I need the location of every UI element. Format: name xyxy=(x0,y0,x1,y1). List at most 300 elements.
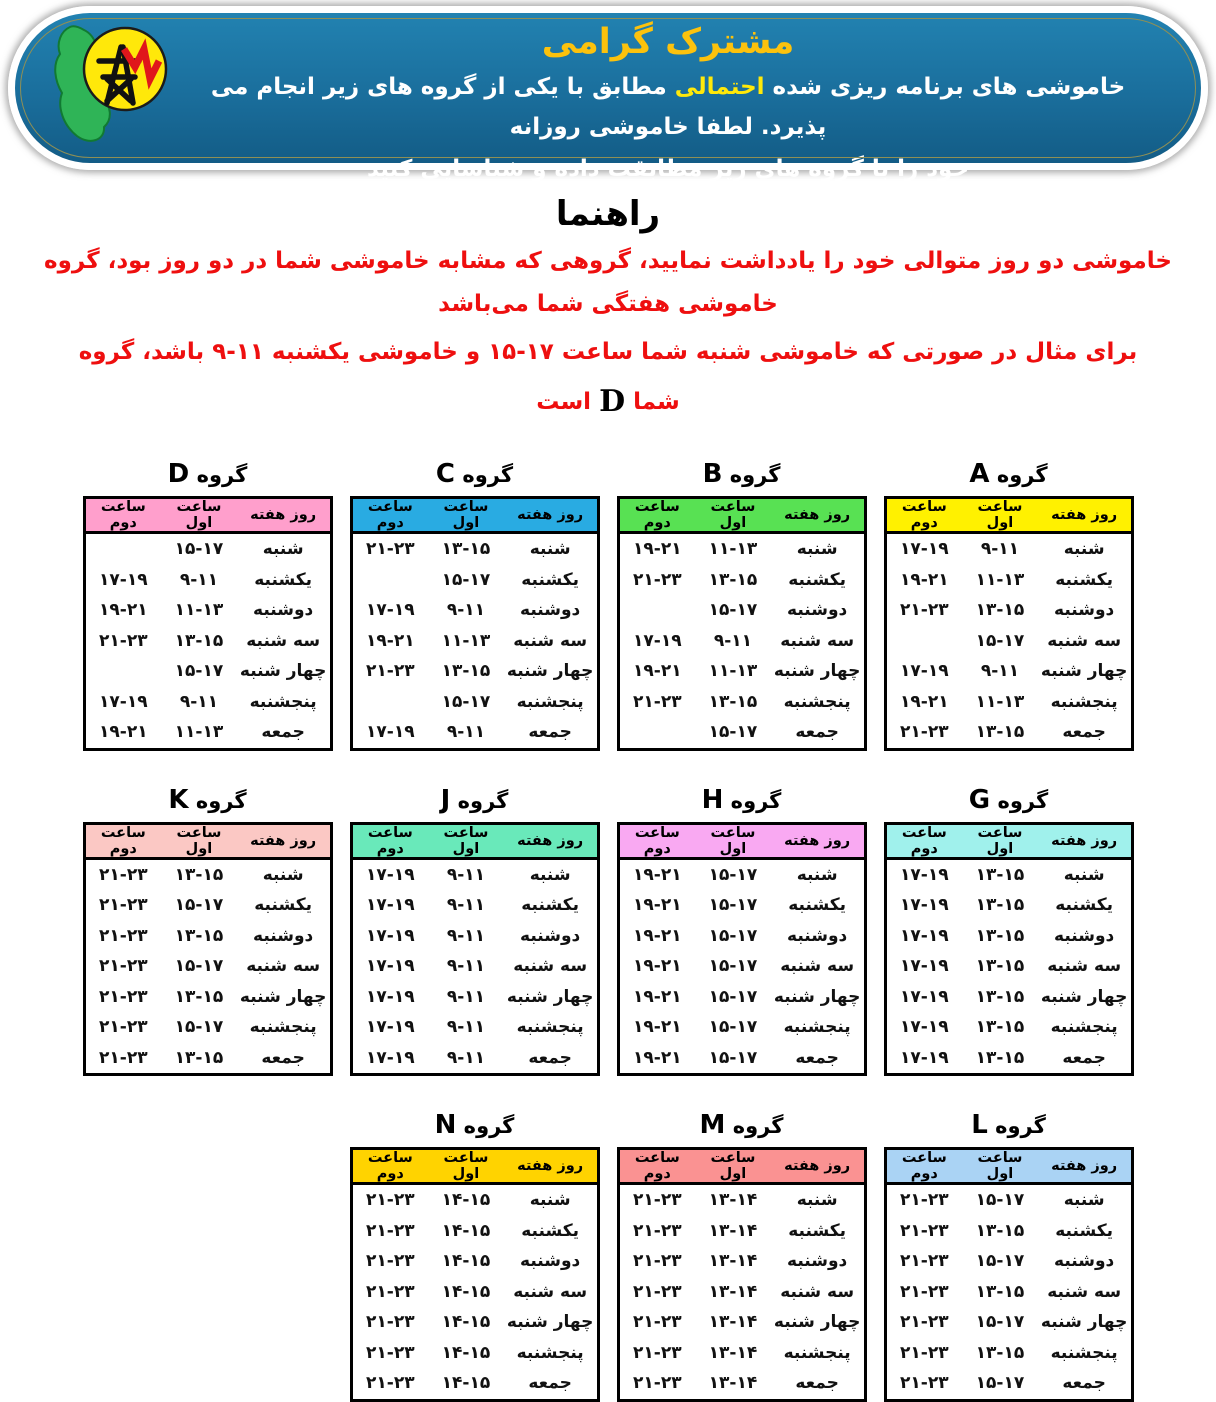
header-row xyxy=(618,1149,865,1184)
column-header: ساعت دوم xyxy=(618,1149,695,1184)
second-hour-cell: ۱۷-۱۹ xyxy=(366,956,415,977)
group-N xyxy=(350,1110,600,1402)
second-hour-cell: ۲۱-۲۳ xyxy=(366,1281,415,1302)
second-hour-cell: ۲۱-۲۳ xyxy=(99,956,148,977)
table-row xyxy=(351,1184,598,1216)
table-row xyxy=(618,1184,865,1216)
day-cell: سه شنبه xyxy=(1047,630,1122,651)
column-header: روز هفته xyxy=(1038,498,1132,533)
first-hour-cell: ۱۵-۱۷ xyxy=(441,691,491,712)
second-hour-cell: ۱۷-۱۹ xyxy=(366,986,415,1007)
table-row xyxy=(885,1184,1132,1216)
day-cell: شنبه xyxy=(1063,539,1105,560)
second-hour-cell: ۲۱-۲۳ xyxy=(633,1251,682,1272)
first-hour-cell: ۹-۱۱ xyxy=(446,722,486,743)
header-row xyxy=(84,498,331,533)
table-row xyxy=(885,1307,1132,1338)
schedule-table xyxy=(350,822,600,1077)
group-letter: H xyxy=(701,784,724,815)
day-cell: جمعه xyxy=(795,1047,839,1068)
second-hour-cell: ۱۹-۲۱ xyxy=(366,630,415,651)
table-row xyxy=(618,1246,865,1277)
group-word: گروه xyxy=(729,463,781,488)
header-row xyxy=(84,823,331,858)
second-hour-cell: ۲۱-۲۳ xyxy=(633,1220,682,1241)
first-hour-cell: ۱۳-۱۵ xyxy=(174,986,224,1007)
second-hour-cell: ۱۹-۲۱ xyxy=(633,539,682,560)
column-header: روز هفته xyxy=(504,498,598,533)
first-hour-cell: ۱۳-۱۴ xyxy=(708,1220,758,1241)
second-hour-cell: ۲۱-۲۳ xyxy=(366,661,415,682)
table-row xyxy=(84,626,331,657)
column-header: ساعت اول xyxy=(428,823,504,858)
day-cell: دوشنبه xyxy=(1054,925,1115,946)
table-row xyxy=(885,1216,1132,1247)
power-company-logo xyxy=(37,21,179,155)
day-cell: دوشنبه xyxy=(253,925,314,946)
first-hour-cell: ۱۴-۱۵ xyxy=(441,1220,491,1241)
table-row xyxy=(351,565,598,596)
day-cell: شنبه xyxy=(529,539,571,560)
group-word: گروه xyxy=(732,1114,784,1139)
day-cell: شنبه xyxy=(796,1190,838,1211)
first-hour-cell: ۱۵-۱۷ xyxy=(708,925,758,946)
group-word: گروه xyxy=(996,463,1048,488)
first-hour-cell: ۱۳-۱۵ xyxy=(975,600,1025,621)
first-hour-cell: ۱۵-۱۷ xyxy=(975,630,1025,651)
first-hour-cell: ۱۵-۱۷ xyxy=(708,1017,758,1038)
column-header: ساعت اول xyxy=(428,1149,504,1184)
day-cell: چهار شنبه xyxy=(773,986,861,1007)
second-hour-cell: ۱۷-۱۹ xyxy=(366,1017,415,1038)
day-cell: پنجشنبه xyxy=(783,1017,851,1038)
day-cell: جمعه xyxy=(528,1047,572,1068)
second-hour-cell: ۱۷-۱۹ xyxy=(900,925,949,946)
second-hour-cell: ۱۹-۲۱ xyxy=(900,691,949,712)
group-letter: N xyxy=(434,1110,457,1141)
day-cell: پنجشنبه xyxy=(249,1017,317,1038)
second-hour-cell xyxy=(618,717,695,749)
second-hour-cell: ۲۱-۲۳ xyxy=(900,1312,949,1333)
first-hour-cell: ۱۳-۱۵ xyxy=(975,1342,1025,1363)
day-cell: دوشنبه xyxy=(520,925,581,946)
first-hour-cell: ۱۱-۱۳ xyxy=(174,600,224,621)
first-hour-cell: ۱۳-۱۴ xyxy=(708,1251,758,1272)
table-row xyxy=(84,921,331,952)
group-title xyxy=(884,1110,1134,1140)
schedule-table xyxy=(884,496,1134,751)
table-row xyxy=(351,858,598,890)
day-cell: دوشنبه xyxy=(1054,600,1115,621)
table-row xyxy=(84,717,331,749)
first-hour-cell: ۹-۱۱ xyxy=(179,691,219,712)
second-hour-cell: ۱۷-۱۹ xyxy=(366,895,415,916)
day-cell: یکشنبه xyxy=(788,1220,847,1241)
table-row xyxy=(885,890,1132,921)
first-hour-cell: ۹-۱۱ xyxy=(713,630,753,651)
second-hour-cell: ۱۷-۱۹ xyxy=(99,691,148,712)
day-cell: چهار شنبه xyxy=(1040,1312,1128,1333)
first-hour-cell: ۱۴-۱۵ xyxy=(441,1251,491,1272)
column-header: روز هفته xyxy=(771,823,865,858)
second-hour-cell xyxy=(84,656,161,687)
day-cell: یکشنبه xyxy=(1055,895,1114,916)
first-hour-cell: ۹-۱۱ xyxy=(179,569,219,590)
table-row xyxy=(885,921,1132,952)
banner-line1-highlight: احتمالی xyxy=(674,73,765,100)
table-row xyxy=(885,687,1132,718)
group-J xyxy=(350,785,600,1077)
first-hour-cell: ۱۱-۱۳ xyxy=(174,722,224,743)
column-header: روز هفته xyxy=(504,823,598,858)
guide-line-2 xyxy=(30,331,1186,429)
column-header: ساعت دوم xyxy=(618,498,695,533)
column-header: ساعت دوم xyxy=(885,1149,962,1184)
day-cell: سه شنبه xyxy=(1047,1281,1122,1302)
day-cell: یکشنبه xyxy=(1055,1220,1114,1241)
group-L xyxy=(884,1110,1134,1402)
group-letter: C xyxy=(435,459,456,490)
group-K xyxy=(83,785,333,1077)
second-hour-cell: ۲۱-۲۳ xyxy=(900,1342,949,1363)
table-row xyxy=(618,687,865,718)
table-row xyxy=(618,595,865,626)
first-hour-cell: ۱۱-۱۳ xyxy=(441,630,491,651)
banner-title: مشترک گرامی xyxy=(541,22,795,62)
column-header: ساعت اول xyxy=(161,823,237,858)
second-hour-cell: ۲۱-۲۳ xyxy=(366,539,415,560)
guide-heading: راهنما xyxy=(555,194,661,234)
day-cell: سه شنبه xyxy=(513,630,588,651)
second-hour-cell: ۱۷-۱۹ xyxy=(366,864,415,885)
first-hour-cell: ۹-۱۱ xyxy=(980,661,1020,682)
table-row xyxy=(351,1368,598,1400)
group-title xyxy=(884,459,1134,489)
column-header: روز هفته xyxy=(237,823,331,858)
group-M xyxy=(617,1110,867,1402)
first-hour-cell: ۱۱-۱۳ xyxy=(975,691,1025,712)
first-hour-cell: ۹-۱۱ xyxy=(446,956,486,977)
column-header: ساعت دوم xyxy=(351,1149,428,1184)
second-hour-cell: ۲۱-۲۳ xyxy=(366,1251,415,1272)
group-title xyxy=(83,459,333,489)
group-title xyxy=(617,785,867,815)
first-hour-cell: ۱۴-۱۵ xyxy=(441,1190,491,1211)
table-row xyxy=(351,717,598,749)
first-hour-cell: ۱۳-۱۴ xyxy=(708,1312,758,1333)
group-H xyxy=(617,785,867,1077)
day-cell: سه شنبه xyxy=(513,1281,588,1302)
column-header: روز هفته xyxy=(1038,823,1132,858)
column-header: ساعت اول xyxy=(428,498,504,533)
first-hour-cell: ۱۳-۱۴ xyxy=(708,1281,758,1302)
table-row xyxy=(351,595,598,626)
first-hour-cell: ۱۵-۱۷ xyxy=(708,956,758,977)
second-hour-cell: ۱۷-۱۹ xyxy=(99,569,148,590)
table-row xyxy=(84,687,331,718)
table-row xyxy=(885,717,1132,749)
column-header: روز هفته xyxy=(771,498,865,533)
first-hour-cell: ۱۳-۱۵ xyxy=(174,630,224,651)
day-cell: سه شنبه xyxy=(246,630,321,651)
table-row xyxy=(351,626,598,657)
table-row xyxy=(885,656,1132,687)
table-row xyxy=(351,656,598,687)
second-hour-cell: ۲۱-۲۳ xyxy=(633,691,682,712)
second-hour-cell: ۱۹-۲۱ xyxy=(900,569,949,590)
groups-grid xyxy=(0,459,1216,1402)
second-hour-cell: ۱۷-۱۹ xyxy=(900,539,949,560)
second-hour-cell: ۲۱-۲۳ xyxy=(900,722,949,743)
second-hour-cell: ۲۱-۲۳ xyxy=(99,864,148,885)
table-row xyxy=(351,687,598,718)
table-row xyxy=(351,1277,598,1308)
day-cell: پنجشنبه xyxy=(516,1342,584,1363)
table-row xyxy=(618,890,865,921)
table-row xyxy=(618,1307,865,1338)
day-cell: شنبه xyxy=(796,539,838,560)
day-cell: پنجشنبه xyxy=(1050,691,1118,712)
group-letter: A xyxy=(969,459,990,490)
first-hour-cell: ۹-۱۱ xyxy=(446,895,486,916)
header-row xyxy=(885,1149,1132,1184)
group-word: گروه xyxy=(463,1114,515,1139)
day-cell: شنبه xyxy=(1063,864,1105,885)
table-row xyxy=(885,1043,1132,1075)
group-letter: L xyxy=(971,1110,988,1141)
schedule-table xyxy=(350,1147,600,1402)
day-cell: دوشنبه xyxy=(520,600,581,621)
group-letter: M xyxy=(699,1110,726,1141)
column-header: ساعت دوم xyxy=(351,498,428,533)
first-hour-cell: ۱۵-۱۷ xyxy=(975,1251,1025,1272)
schedule-table xyxy=(617,496,867,751)
second-hour-cell: ۱۷-۱۹ xyxy=(900,864,949,885)
first-hour-cell: ۱۳-۱۵ xyxy=(975,1281,1025,1302)
table-row xyxy=(84,565,331,596)
table-row xyxy=(885,565,1132,596)
first-hour-cell: ۱۵-۱۷ xyxy=(975,1190,1025,1211)
column-header: ساعت اول xyxy=(695,498,771,533)
table-row xyxy=(618,921,865,952)
group-word: گروه xyxy=(462,463,514,488)
header-row xyxy=(351,498,598,533)
day-cell: جمعه xyxy=(1062,1047,1106,1068)
table-row xyxy=(885,1368,1132,1400)
table-row xyxy=(351,1246,598,1277)
first-hour-cell: ۱۵-۱۷ xyxy=(174,956,224,977)
first-hour-cell: ۱۵-۱۷ xyxy=(174,539,224,560)
first-hour-cell: ۱۳-۱۵ xyxy=(441,539,491,560)
table-row xyxy=(885,533,1132,565)
group-letter: G xyxy=(968,784,991,815)
table-row xyxy=(351,1012,598,1043)
second-hour-cell: ۲۱-۲۳ xyxy=(366,1312,415,1333)
first-hour-cell: ۱۵-۱۷ xyxy=(174,895,224,916)
column-header: روز هفته xyxy=(237,498,331,533)
second-hour-cell: ۲۱-۲۳ xyxy=(366,1220,415,1241)
second-hour-cell: ۲۱-۲۳ xyxy=(633,1342,682,1363)
group-word: گروه xyxy=(730,788,782,813)
header-row xyxy=(885,823,1132,858)
second-hour-cell: ۲۱-۲۳ xyxy=(633,1312,682,1333)
day-cell: دوشنبه xyxy=(787,1251,848,1272)
group-B xyxy=(617,459,867,751)
first-hour-cell: ۹-۱۱ xyxy=(446,1017,486,1038)
day-cell: پنجشنبه xyxy=(249,691,317,712)
second-hour-cell: ۱۷-۱۹ xyxy=(366,1047,415,1068)
table-row xyxy=(885,1012,1132,1043)
first-hour-cell: ۱۵-۱۷ xyxy=(708,1047,758,1068)
day-cell: یکشنبه xyxy=(788,569,847,590)
header-row xyxy=(618,823,865,858)
day-cell: پنجشنبه xyxy=(1050,1342,1118,1363)
day-cell: یکشنبه xyxy=(521,895,580,916)
banner-line-1 xyxy=(175,67,1161,148)
day-cell: پنجشنبه xyxy=(783,1342,851,1363)
guide-line-1: خاموشی دو روز متوالی خود را یادداشت نمایید، گروهی که مشابه خاموشی شما در دو روز بود، گروه خاموشی هفتگی شما می‌باشد xyxy=(44,248,1172,317)
day-cell: جمعه xyxy=(1062,722,1106,743)
first-hour-cell: ۱۳-۱۵ xyxy=(975,925,1025,946)
table-row xyxy=(84,1043,331,1075)
day-cell: سه شنبه xyxy=(246,956,321,977)
header-row xyxy=(351,823,598,858)
second-hour-cell: ۲۱-۲۳ xyxy=(633,1373,682,1394)
group-C xyxy=(350,459,600,751)
first-hour-cell: ۱۱-۱۳ xyxy=(975,569,1025,590)
second-hour-cell: ۲۱-۲۳ xyxy=(99,1047,148,1068)
group-word: گروه xyxy=(457,788,509,813)
header-row xyxy=(885,498,1132,533)
first-hour-cell: ۱۳-۱۵ xyxy=(975,986,1025,1007)
table-row xyxy=(351,951,598,982)
first-hour-cell: ۱۳-۱۵ xyxy=(708,569,758,590)
table-row xyxy=(885,1338,1132,1369)
first-hour-cell: ۱۳-۱۵ xyxy=(975,1047,1025,1068)
table-row xyxy=(885,951,1132,982)
schedule-table xyxy=(617,1147,867,1402)
table-row xyxy=(618,656,865,687)
second-hour-cell: ۱۹-۲۱ xyxy=(633,661,682,682)
first-hour-cell: ۱۴-۱۵ xyxy=(441,1373,491,1394)
group-word: گروه xyxy=(196,463,248,488)
day-cell: یکشنبه xyxy=(254,895,313,916)
day-cell: چهار شنبه xyxy=(239,986,327,1007)
group-G xyxy=(884,785,1134,1077)
group-word: گروه xyxy=(195,788,247,813)
table-row xyxy=(885,595,1132,626)
table-row xyxy=(84,890,331,921)
table-row xyxy=(885,1246,1132,1277)
second-hour-cell: ۲۱-۲۳ xyxy=(900,600,949,621)
group-word: گروه xyxy=(995,1114,1046,1139)
day-cell: سه شنبه xyxy=(513,956,588,977)
day-cell: چهار شنبه xyxy=(506,661,594,682)
group-title xyxy=(617,1110,867,1140)
second-hour-cell xyxy=(84,533,161,565)
schedule-table xyxy=(83,822,333,1077)
day-cell: دوشنبه xyxy=(1054,1251,1115,1272)
table-row xyxy=(618,1277,865,1308)
table-row xyxy=(351,1043,598,1075)
second-hour-cell: ۱۷-۱۹ xyxy=(900,1017,949,1038)
second-hour-cell: ۱۷-۱۹ xyxy=(366,722,415,743)
day-cell: سه شنبه xyxy=(780,1281,855,1302)
table-row xyxy=(351,921,598,952)
table-row xyxy=(84,858,331,890)
table-row xyxy=(84,982,331,1013)
second-hour-cell: ۱۷-۱۹ xyxy=(366,600,415,621)
table-row xyxy=(351,1307,598,1338)
day-cell: جمعه xyxy=(528,722,572,743)
table-row xyxy=(618,533,865,565)
day-cell: چهار شنبه xyxy=(1040,661,1128,682)
day-cell: چهار شنبه xyxy=(239,661,327,682)
group-word: گروه xyxy=(997,788,1049,813)
banner-line1-start: خاموشی های برنامه ریزی شده xyxy=(764,73,1126,100)
day-cell: چهار شنبه xyxy=(773,661,861,682)
first-hour-cell: ۱۳-۱۵ xyxy=(441,661,491,682)
table-row xyxy=(618,1338,865,1369)
second-hour-cell: ۲۱-۲۳ xyxy=(99,630,148,651)
schedule-table xyxy=(884,822,1134,1077)
table-row xyxy=(84,533,331,565)
second-hour-cell: ۱۷-۱۹ xyxy=(900,986,949,1007)
day-cell: جمعه xyxy=(528,1373,572,1394)
second-hour-cell: ۱۷-۱۹ xyxy=(633,630,682,651)
day-cell: دوشنبه xyxy=(253,600,314,621)
column-header: روز هفته xyxy=(504,1149,598,1184)
table-row xyxy=(618,982,865,1013)
group-letter: J xyxy=(440,784,451,815)
table-row xyxy=(84,951,331,982)
first-hour-cell: ۱۳-۱۵ xyxy=(975,895,1025,916)
banner-line1-end: مطابق با یکی از گروه های زیر انجام می پذیرد. لطفا خاموشی روزانه xyxy=(210,73,827,140)
day-cell: سه شنبه xyxy=(1047,956,1122,977)
second-hour-cell: ۲۱-۲۳ xyxy=(99,895,148,916)
banner xyxy=(8,6,1208,183)
table-row xyxy=(351,890,598,921)
day-cell: یکشنبه xyxy=(521,1220,580,1241)
banner-line-2: خود را با گروه های زیر مطابقت داده و شناسایی کنید xyxy=(366,156,970,183)
first-hour-cell: ۱۱-۱۳ xyxy=(708,661,758,682)
second-hour-cell: ۲۱-۲۳ xyxy=(366,1373,415,1394)
second-hour-cell: ۲۱-۲۳ xyxy=(99,925,148,946)
table-row xyxy=(618,1216,865,1247)
first-hour-cell: ۱۳-۱۴ xyxy=(708,1190,758,1211)
second-hour-cell: ۱۷-۱۹ xyxy=(900,1047,949,1068)
day-cell: یکشنبه xyxy=(254,569,313,590)
second-hour-cell: ۲۱-۲۳ xyxy=(366,1190,415,1211)
first-hour-cell: ۹-۱۱ xyxy=(446,925,486,946)
first-hour-cell: ۱۵-۱۷ xyxy=(708,895,758,916)
second-hour-cell: ۱۹-۲۱ xyxy=(99,722,148,743)
guide-group-letter: D xyxy=(599,383,626,419)
column-header: ساعت دوم xyxy=(885,823,962,858)
second-hour-cell: ۲۱-۲۳ xyxy=(900,1190,949,1211)
day-cell: شنبه xyxy=(529,864,571,885)
second-hour-cell: ۲۱-۲۳ xyxy=(99,1017,148,1038)
group-A xyxy=(884,459,1134,751)
second-hour-cell: ۱۹-۲۱ xyxy=(633,1017,682,1038)
first-hour-cell: ۹-۱۱ xyxy=(446,986,486,1007)
day-cell: جمعه xyxy=(261,1047,305,1068)
first-hour-cell: ۱۳-۱۴ xyxy=(708,1342,758,1363)
day-cell: یکشنبه xyxy=(1055,569,1114,590)
table-row xyxy=(618,1012,865,1043)
table-row xyxy=(351,533,598,565)
day-cell: چهار شنبه xyxy=(506,986,594,1007)
